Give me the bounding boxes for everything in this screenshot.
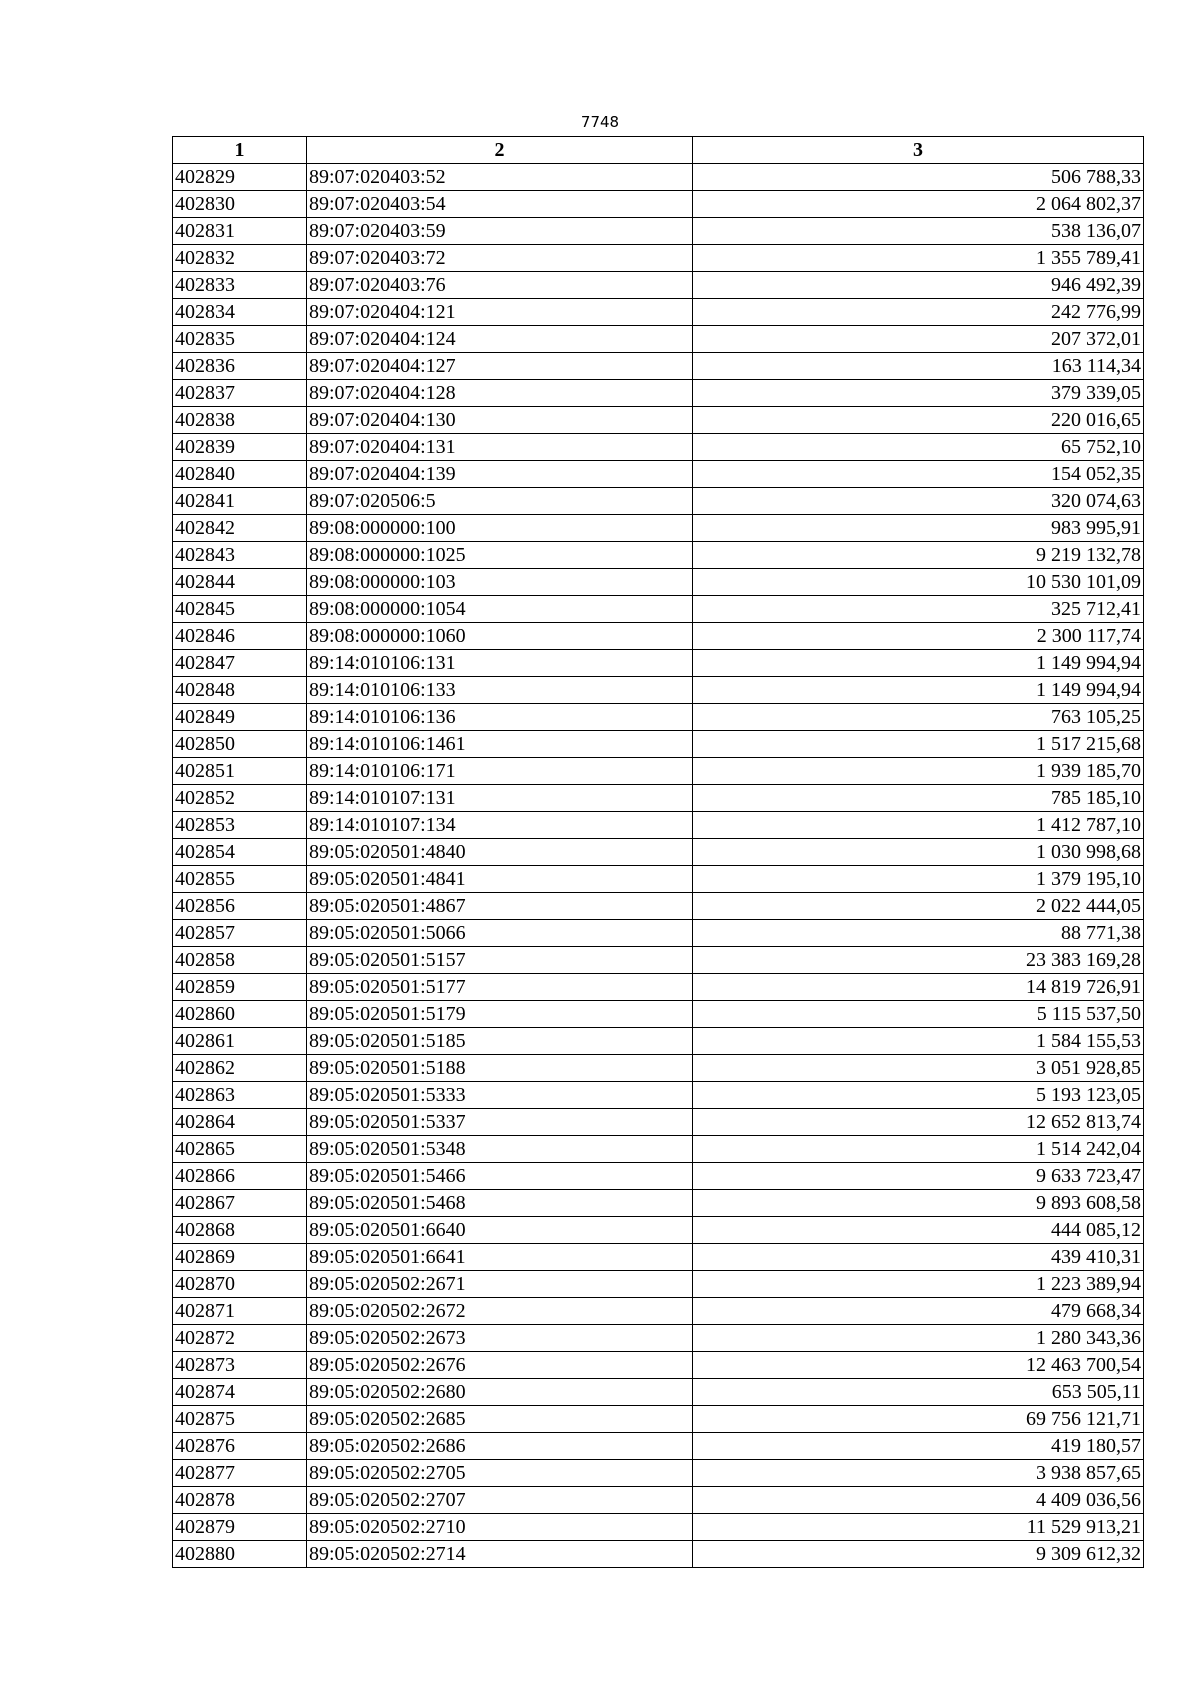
cadastral-value-cell: 9 633 723,47: [693, 1163, 1144, 1190]
cadastral-number-cell: 89:05:020502:2707: [307, 1487, 693, 1514]
cadastral-number-cell: 89:05:020501:5179: [307, 1001, 693, 1028]
row-number-cell: 402870: [173, 1271, 307, 1298]
cadastral-number-cell: 89:14:010106:171: [307, 758, 693, 785]
cadastral-number-cell: 89:07:020403:59: [307, 218, 693, 245]
table-row: [173, 1055, 1144, 1082]
table-row: [173, 758, 1144, 785]
cadastral-value-cell: 5 115 537,50: [693, 1001, 1144, 1028]
cadastral-number-cell: 89:05:020502:2710: [307, 1514, 693, 1541]
table-row: [173, 569, 1144, 596]
cadastral-number-cell: 89:05:020501:4840: [307, 839, 693, 866]
cadastral-number-cell: 89:05:020501:5157: [307, 947, 693, 974]
cadastral-value-cell: 946 492,39: [693, 272, 1144, 299]
row-number-cell: 402869: [173, 1244, 307, 1271]
table-row: [173, 191, 1144, 218]
table-row: [173, 353, 1144, 380]
table-row: [173, 866, 1144, 893]
cadastral-value-cell: 320 074,63: [693, 488, 1144, 515]
cadastral-number-cell: 89:08:000000:1025: [307, 542, 693, 569]
cadastral-value-cell: 983 995,91: [693, 515, 1144, 542]
table-row: [173, 1163, 1144, 1190]
cadastral-number-cell: 89:05:020501:5337: [307, 1109, 693, 1136]
row-number-cell: 402838: [173, 407, 307, 434]
cadastral-value-cell: 5 193 123,05: [693, 1082, 1144, 1109]
cadastral-number-cell: 89:05:020502:2671: [307, 1271, 693, 1298]
table-row: [173, 974, 1144, 1001]
cadastral-value-cell: 220 016,65: [693, 407, 1144, 434]
row-number-cell: 402854: [173, 839, 307, 866]
row-number-cell: 402872: [173, 1325, 307, 1352]
cadastral-number-cell: 89:05:020501:5066: [307, 920, 693, 947]
table-row: [173, 677, 1144, 704]
cadastral-number-cell: 89:07:020403:76: [307, 272, 693, 299]
cadastral-number-cell: 89:14:010106:131: [307, 650, 693, 677]
table-row: [173, 1433, 1144, 1460]
row-number-cell: 402836: [173, 353, 307, 380]
cadastral-value-cell: 1 149 994,94: [693, 650, 1144, 677]
cadastral-number-cell: 89:07:020404:139: [307, 461, 693, 488]
table-row: [173, 1298, 1144, 1325]
cadastral-value-cell: 479 668,34: [693, 1298, 1144, 1325]
cadastral-value-cell: 1 280 343,36: [693, 1325, 1144, 1352]
cadastral-number-cell: 89:05:020501:5348: [307, 1136, 693, 1163]
row-number-cell: 402843: [173, 542, 307, 569]
cadastral-number-cell: 89:14:010106:133: [307, 677, 693, 704]
row-number-cell: 402849: [173, 704, 307, 731]
cadastral-value-cell: 12 652 813,74: [693, 1109, 1144, 1136]
cadastral-number-cell: 89:07:020404:127: [307, 353, 693, 380]
row-number-cell: 402847: [173, 650, 307, 677]
table-row: [173, 299, 1144, 326]
cadastral-number-cell: 89:07:020403:54: [307, 191, 693, 218]
cadastral-number-cell: 89:05:020502:2676: [307, 1352, 693, 1379]
table-row: [173, 1406, 1144, 1433]
cadastral-value-cell: 419 180,57: [693, 1433, 1144, 1460]
cadastral-number-cell: 89:05:020501:5188: [307, 1055, 693, 1082]
table-row: [173, 1217, 1144, 1244]
row-number-cell: 402845: [173, 596, 307, 623]
table-row: [173, 1325, 1144, 1352]
row-number-cell: 402860: [173, 1001, 307, 1028]
table-row: [173, 1001, 1144, 1028]
table-row: [173, 785, 1144, 812]
cadastral-number-cell: 89:08:000000:100: [307, 515, 693, 542]
table-row: [173, 920, 1144, 947]
cadastral-number-cell: 89:14:010106:136: [307, 704, 693, 731]
row-number-cell: 402876: [173, 1433, 307, 1460]
cadastral-value-cell: 88 771,38: [693, 920, 1144, 947]
table-row: [173, 218, 1144, 245]
row-number-cell: 402863: [173, 1082, 307, 1109]
cadastral-number-cell: 89:05:020502:2680: [307, 1379, 693, 1406]
cadastral-number-cell: 89:08:000000:1054: [307, 596, 693, 623]
cadastral-value-cell: 763 105,25: [693, 704, 1144, 731]
table-row: [173, 1487, 1144, 1514]
row-number-cell: 402858: [173, 947, 307, 974]
row-number-cell: 402873: [173, 1352, 307, 1379]
table-row: [173, 326, 1144, 353]
cadastral-value-cell: 1 379 195,10: [693, 866, 1144, 893]
cadastral-value-cell: 69 756 121,71: [693, 1406, 1144, 1433]
cadastral-number-cell: 89:07:020404:128: [307, 380, 693, 407]
table-row: [173, 1109, 1144, 1136]
cadastral-value-cell: 3 051 928,85: [693, 1055, 1144, 1082]
cadastral-number-cell: 89:07:020404:130: [307, 407, 693, 434]
cadastral-value-cell: 653 505,11: [693, 1379, 1144, 1406]
row-number-cell: 402844: [173, 569, 307, 596]
cadastral-value-cell: 10 530 101,09: [693, 569, 1144, 596]
cadastral-number-cell: 89:05:020501:4841: [307, 866, 693, 893]
cadastral-number-cell: 89:05:020501:5177: [307, 974, 693, 1001]
table-row: [173, 704, 1144, 731]
table-row: [173, 1379, 1144, 1406]
cadastral-number-cell: 89:05:020502:2685: [307, 1406, 693, 1433]
cadastral-value-cell: 2 300 117,74: [693, 623, 1144, 650]
cadastral-value-cell: 154 052,35: [693, 461, 1144, 488]
row-number-cell: 402880: [173, 1541, 307, 1568]
cadastral-value-cell: 65 752,10: [693, 434, 1144, 461]
row-number-cell: 402834: [173, 299, 307, 326]
row-number-cell: 402832: [173, 245, 307, 272]
cadastral-number-cell: 89:07:020404:131: [307, 434, 693, 461]
cadastral-value-cell: 1 517 215,68: [693, 731, 1144, 758]
cadastral-value-cell: 242 776,99: [693, 299, 1144, 326]
table-row: [173, 596, 1144, 623]
cadastral-value-cell: 9 309 612,32: [693, 1541, 1144, 1568]
cadastral-number-cell: 89:05:020501:6641: [307, 1244, 693, 1271]
cadastral-number-cell: 89:05:020502:2705: [307, 1460, 693, 1487]
row-number-cell: 402835: [173, 326, 307, 353]
row-number-cell: 402862: [173, 1055, 307, 1082]
cadastral-value-cell: 2 022 444,05: [693, 893, 1144, 920]
row-number-cell: 402878: [173, 1487, 307, 1514]
cadastral-number-cell: 89:08:000000:1060: [307, 623, 693, 650]
row-number-cell: 402850: [173, 731, 307, 758]
table-row: [173, 461, 1144, 488]
row-number-cell: 402852: [173, 785, 307, 812]
cadastral-value-cell: 207 372,01: [693, 326, 1144, 353]
row-number-cell: 402868: [173, 1217, 307, 1244]
row-number-cell: 402859: [173, 974, 307, 1001]
row-number-cell: 402830: [173, 191, 307, 218]
table-row: [173, 1352, 1144, 1379]
cadastral-value-cell: 785 185,10: [693, 785, 1144, 812]
cadastral-value-cell: 439 410,31: [693, 1244, 1144, 1271]
table-header: [173, 137, 1144, 164]
row-number-cell: 402871: [173, 1298, 307, 1325]
cadastral-number-cell: 89:08:000000:103: [307, 569, 693, 596]
table-row: [173, 893, 1144, 920]
row-number-cell: 402877: [173, 1460, 307, 1487]
row-number-cell: 402864: [173, 1109, 307, 1136]
row-number-cell: 402846: [173, 623, 307, 650]
table-row: [173, 650, 1144, 677]
table-row: [173, 731, 1144, 758]
cadastral-number-cell: 89:05:020501:5333: [307, 1082, 693, 1109]
cadastral-value-cell: 1 355 789,41: [693, 245, 1144, 272]
cadastral-number-cell: 89:05:020502:2714: [307, 1541, 693, 1568]
cadastral-value-cell: 14 819 726,91: [693, 974, 1144, 1001]
cadastral-value-cell: 1 223 389,94: [693, 1271, 1144, 1298]
cadastral-value-cell: 3 938 857,65: [693, 1460, 1144, 1487]
cadastral-value-cell: 1 939 185,70: [693, 758, 1144, 785]
table-row: [173, 1541, 1144, 1568]
table-row: [173, 1190, 1144, 1217]
row-number-cell: 402875: [173, 1406, 307, 1433]
cadastral-number-cell: 89:07:020403:52: [307, 164, 693, 191]
row-number-cell: 402839: [173, 434, 307, 461]
table-row: [173, 1082, 1144, 1109]
cadastral-number-cell: 89:07:020506:5: [307, 488, 693, 515]
cadastral-number-cell: 89:07:020403:72: [307, 245, 693, 272]
table-row: [173, 1244, 1144, 1271]
header-row: [173, 137, 1144, 164]
table-row: [173, 272, 1144, 299]
cadastral-number-cell: 89:05:020501:6640: [307, 1217, 693, 1244]
cadastral-value-cell: 1 514 242,04: [693, 1136, 1144, 1163]
table-row: [173, 488, 1144, 515]
cadastral-number-cell: 89:14:010107:134: [307, 812, 693, 839]
cadastral-number-cell: 89:05:020501:4867: [307, 893, 693, 920]
table-row: [173, 407, 1144, 434]
row-number-cell: 402857: [173, 920, 307, 947]
cadastral-number-cell: 89:05:020501:5468: [307, 1190, 693, 1217]
cadastral-value-cell: 12 463 700,54: [693, 1352, 1144, 1379]
table-row: [173, 1028, 1144, 1055]
cadastral-value-cell: 1 149 994,94: [693, 677, 1144, 704]
cadastral-number-cell: 89:05:020502:2686: [307, 1433, 693, 1460]
row-number-cell: 402833: [173, 272, 307, 299]
cadastral-number-cell: 89:05:020502:2672: [307, 1298, 693, 1325]
cadastral-value-table: [172, 136, 1144, 1568]
table-row: [173, 245, 1144, 272]
row-number-cell: 402848: [173, 677, 307, 704]
row-number-cell: 402853: [173, 812, 307, 839]
cadastral-number-cell: 89:05:020501:5185: [307, 1028, 693, 1055]
cadastral-value-cell: 2 064 802,37: [693, 191, 1144, 218]
row-number-cell: 402874: [173, 1379, 307, 1406]
table-row: [173, 542, 1144, 569]
cadastral-value-cell: 1 030 998,68: [693, 839, 1144, 866]
row-number-cell: 402842: [173, 515, 307, 542]
table-row: [173, 1136, 1144, 1163]
cadastral-value-cell: 4 409 036,56: [693, 1487, 1144, 1514]
row-number-cell: 402831: [173, 218, 307, 245]
table-row: [173, 434, 1144, 461]
table-row: [173, 947, 1144, 974]
cadastral-number-cell: 89:14:010107:131: [307, 785, 693, 812]
cadastral-number-cell: 89:05:020502:2673: [307, 1325, 693, 1352]
table-row: [173, 623, 1144, 650]
row-number-cell: 402856: [173, 893, 307, 920]
table-body: [173, 164, 1144, 1568]
cadastral-value-cell: 379 339,05: [693, 380, 1144, 407]
cadastral-number-cell: 89:07:020404:121: [307, 299, 693, 326]
table-row: [173, 812, 1144, 839]
table-row: [173, 1460, 1144, 1487]
table-row: [173, 1514, 1144, 1541]
cadastral-value-cell: 325 712,41: [693, 596, 1144, 623]
row-number-cell: 402879: [173, 1514, 307, 1541]
table-row: [173, 515, 1144, 542]
row-number-cell: 402861: [173, 1028, 307, 1055]
cadastral-value-cell: 23 383 169,28: [693, 947, 1144, 974]
row-number-cell: 402855: [173, 866, 307, 893]
cadastral-value-cell: 538 136,07: [693, 218, 1144, 245]
cadastral-value-cell: 163 114,34: [693, 353, 1144, 380]
row-number-cell: 402865: [173, 1136, 307, 1163]
row-number-cell: 402866: [173, 1163, 307, 1190]
cadastral-value-cell: 506 788,33: [693, 164, 1144, 191]
cadastral-number-cell: 89:14:010106:1461: [307, 731, 693, 758]
row-number-cell: 402837: [173, 380, 307, 407]
cadastral-value-cell: 1 412 787,10: [693, 812, 1144, 839]
table-row: [173, 380, 1144, 407]
cadastral-number-cell: 89:07:020404:124: [307, 326, 693, 353]
row-number-cell: 402851: [173, 758, 307, 785]
row-number-cell: 402867: [173, 1190, 307, 1217]
cadastral-value-cell: 9 893 608,58: [693, 1190, 1144, 1217]
cadastral-value-cell: 444 085,12: [693, 1217, 1144, 1244]
column-header-3: 3: [693, 137, 1144, 164]
column-header-2: 2: [307, 137, 693, 164]
table-row: [173, 164, 1144, 191]
table-row: [173, 839, 1144, 866]
row-number-cell: 402829: [173, 164, 307, 191]
cadastral-value-cell: 1 584 155,53: [693, 1028, 1144, 1055]
cadastral-value-cell: 9 219 132,78: [693, 542, 1144, 569]
page-number: 7748: [580, 113, 620, 131]
cadastral-value-cell: 11 529 913,21: [693, 1514, 1144, 1541]
row-number-cell: 402841: [173, 488, 307, 515]
column-header-1: 1: [173, 137, 307, 164]
row-number-cell: 402840: [173, 461, 307, 488]
cadastral-number-cell: 89:05:020501:5466: [307, 1163, 693, 1190]
table-row: [173, 1271, 1144, 1298]
